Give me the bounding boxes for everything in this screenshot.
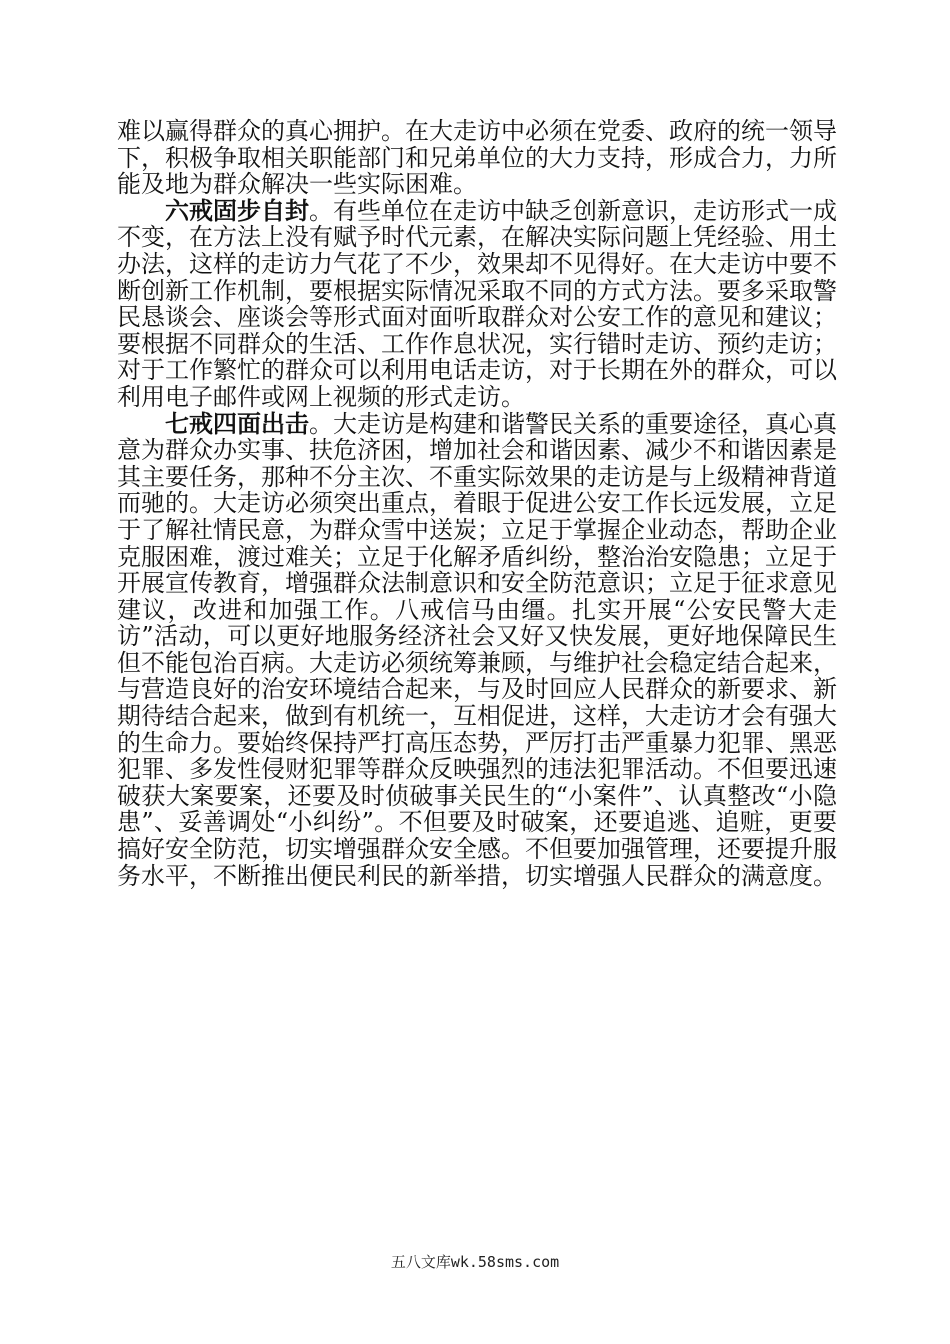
footer-watermark: 五八文库wk.58sms.com [390,1253,560,1271]
paragraph-seven-heading: 七戒四面出击 [165,409,309,438]
paragraph-continued-text: 难以赢得群众的真心拥护。在大走访中必须在党委、政府的统一领导下，积极争取相关职能部门和兄弟单位的大力支持，形成合力，力所能及地为群众解决一些实际困难。 [117,117,837,199]
paragraph-six-heading: 六戒固步自封 [165,196,309,225]
paragraph-seven-text: 。大走访是构建和谐警民关系的重要途径，真心真意为群众办实事、扶危济困，增加社会和谐因素、减少不和谐因素是其主要任务，那种不分主次、不重实际效果的走访是与上级精神背道而驰的。大走访必须突出重点，着眼于促进公安工作长远发展，立足于了解社情民意，为群众雪中送炭；立足于掌握企业动态，帮助企业克服困难，渡过难关；立足于化解矛盾纠纷，整治治安隐患；立足于开展宣传教育，增强群众法制意识和安全防范意识；立足于征求意见建议，改进和加强工作。八戒信马由缰。扎实开展“公安民警大走访”活动，可以更好地服务经济社会又好又快发展，更好地保障民生但不能包治百病。大走访必须统筹兼顾，与维护社会稳定结合起来，与营造良好的治安环境结合起来，与及时回应人民群众的新要求、新期待结合起来，做到有机统一，互相促进，这样，大走访才会有强大的生命力。要始终保持严打高压态势，严厉打击严重暴力犯罪、黑恶犯罪、多发性侵财犯罪等群众反映强烈的违法犯罪活动。不但要迅速破获大案要案，还要及时侦破事关民生的“小案件”、认真整改“小隐患”、妥善调处“小纠纷”。不但要及时破案，还要追逃、追赃，更要搞好安全防范，切实增强群众安全感。不但要加强管理，还要提升服务水平，不断推出便民利民的新举措，切实增强人民群众的满意度。 [117,409,837,890]
paragraph-seven [117,411,837,890]
document-body [117,118,837,889]
paragraph-six [117,198,837,411]
paragraph-six-text: 。有些单位在走访中缺乏创新意识，走访形式一成不变，在方法上没有赋予时代元素，在解决实际问题上凭经验、用土办法，这样的走访力气花了不少，效果却不见得好。在大走访中要不断创新工作机制，要根据实际情况采取不同的方式方法。要多采取警民恳谈会、座谈会等形式面对面听取群众对公安工作的意见和建议；要根据不同群众的生活、工作作息状况，实行错时走访、预约走访；对于工作繁忙的群众可以利用电话走访，对于长期在外的群众，可以利用电子邮件或网上视频的形式走访。 [117,196,837,411]
paragraph-continued [117,118,837,198]
